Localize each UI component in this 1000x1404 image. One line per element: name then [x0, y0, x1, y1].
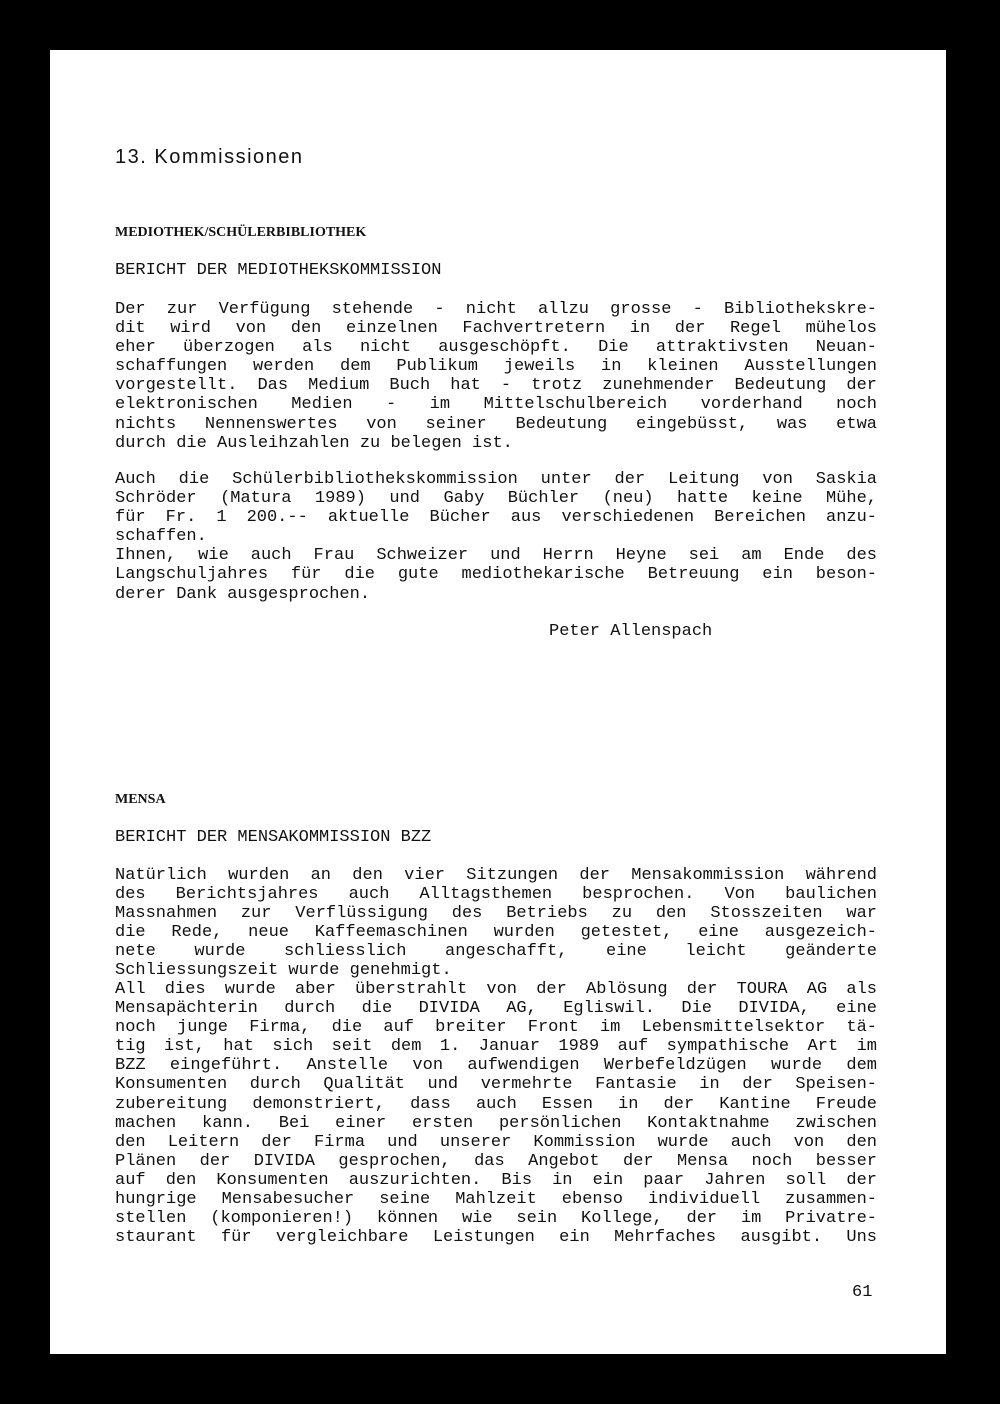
text-line: Der zur Verfügung stehende - nicht allzu grosse - Bibliothekskre-: [115, 300, 877, 319]
text-line: schaffen.: [115, 527, 207, 547]
mensa-subheading: BERICHT DER MENSAKOMMISSION BZZ: [115, 828, 432, 847]
text-line: Mensapächterin durch die DIVIDA AG, Egliswil. Die DIVIDA, eine: [115, 999, 877, 1019]
text-line: machen kann. Bei einer ersten persönlichen Kontaktnahme zwischen: [115, 1113, 877, 1133]
text-line: Ihnen, wie auch Frau Schweizer und Herrn Heyne sei am Ende des: [115, 546, 877, 566]
text-line: durch die Ausleihzahlen zu belegen ist.: [115, 433, 513, 453]
text-line: Massnahmen zur Verflüssigung des Betriebs zu den Stosszeiten war: [115, 904, 877, 924]
text-line: Langschuljahres für die gute mediothekarische Betreuung ein beson-: [115, 565, 877, 585]
chapter-title: 13. Kommissionen: [115, 146, 304, 168]
text-line: auf den Konsumenten auszurichten. Bis in ein paar Jahren soll der: [115, 1170, 877, 1190]
text-line: derer Dank ausgesprochen.: [115, 584, 371, 604]
text-line: All dies wurde aber überstrahlt von der Ablösung der TOURA AG als: [115, 980, 877, 999]
text-line: Natürlich wurden an den vier Sitzungen der Mensakommission während: [115, 866, 877, 885]
text-line: eher überzogen als nicht ausgeschöpft. Die attraktivsten Neuan-: [115, 338, 877, 358]
text-line: nichts Nennenswertes von seiner Bedeutung eingebüsst, was etwa: [115, 414, 877, 434]
text-line: für Fr. 1 200.-- aktuelle Bücher aus verschiedenen Bereichen anzu-: [115, 508, 877, 528]
mensa-paragraph-2: [115, 980, 877, 1247]
text-line: stellen (komponieren!) können wie sein Kollege, der im Privatre-: [115, 1209, 877, 1229]
text-line: Schliessungszeit wurde genehmigt.: [115, 961, 452, 981]
document-page: [50, 50, 946, 1354]
text-line: Konsumenten durch Qualität und vermehrte Fantasie in der Speisen-: [115, 1075, 877, 1095]
text-line: tig ist, hat sich seit dem 1. Januar 1989 auf sympathische Art im: [115, 1037, 877, 1057]
signature: Peter Allenspach: [549, 622, 713, 641]
text-line: noch junge Firma, die auf breiter Front im Lebensmittelsektor tä-: [115, 1018, 877, 1038]
text-line: Plänen der DIVIDA gesprochen, das Angebot der Mensa noch besser: [115, 1151, 877, 1171]
text-line: den Leitern der Firma und unserer Kommission wurde auch von den: [115, 1132, 877, 1152]
text-line: dit wird von den einzelnen Fachvertretern in der Regel mühelos: [115, 319, 877, 339]
mensa-heading: MENSA: [115, 792, 166, 807]
text-line: elektronischen Medien - im Mittelschulbereich vorderhand noch: [115, 395, 877, 415]
text-line: nete wurde schliesslich angeschafft, eine leicht geänderte: [115, 942, 877, 962]
mediothek-paragraph-2: [115, 470, 877, 604]
text-line: zubereitung demonstriert, dass auch Essen in der Kantine Freude: [115, 1094, 877, 1114]
text-line: vorgestellt. Das Medium Buch hat - trotz zunehmender Bedeutung der: [115, 376, 877, 396]
mediothek-subheading: BERICHT DER MEDIOTHEKSKOMMISSION: [115, 261, 442, 280]
text-line: BZZ eingeführt. Anstelle von aufwendigen Werbefeldzügen wurde dem: [115, 1056, 877, 1076]
text-line: Schröder (Matura 1989) und Gaby Büchler (neu) hatte keine Mühe,: [115, 489, 877, 509]
text-line: hungrige Mensabesucher seine Mahlzeit ebenso individuell zusammen-: [115, 1190, 877, 1210]
text-line: des Berichtsjahres auch Alltagsthemen besprochen. Von baulichen: [115, 885, 877, 905]
page-number: 61: [852, 1283, 873, 1302]
mediothek-heading: MEDIOTHEK/SCHÜLERBIBLIOTHEK: [115, 225, 367, 240]
text-line: Auch die Schülerbibliothekskommission unter der Leitung von Saskia: [115, 470, 877, 489]
text-line: schaffungen werden dem Publikum jeweils in kleinen Ausstellungen: [115, 357, 877, 377]
mediothek-paragraph-1: [115, 300, 877, 453]
text-line: die Rede, neue Kaffeemaschinen wurden getestet, eine ausgezeich-: [115, 923, 877, 943]
mensa-paragraph-1: [115, 866, 877, 981]
text-line: staurant für vergleichbare Leistungen ein Mehrfaches ausgibt. Uns: [115, 1228, 877, 1248]
